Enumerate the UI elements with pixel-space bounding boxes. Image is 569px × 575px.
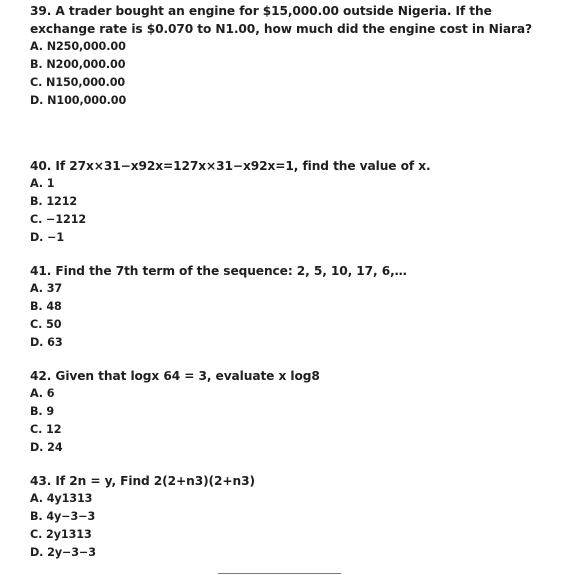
option-d: D. 63 <box>30 336 63 349</box>
option-c: C. −1212 <box>30 213 87 226</box>
question-40 <box>30 157 550 247</box>
option-c: C. 2y1313 <box>30 528 92 541</box>
option-c: C. N150,000.00 <box>30 76 126 89</box>
question-stem: 41. Find the 7th term of the sequence: 2, 5, 10, 17, 6,… <box>30 264 407 278</box>
option-b: B. 9 <box>30 405 55 418</box>
option-a: A. 1 <box>30 177 55 190</box>
option-b: B. 1212 <box>30 195 78 208</box>
question-stem: 43. If 2n = y, Find 2(2+n3)(2+n3) <box>30 474 255 488</box>
option-a: A. 4y1313 <box>30 492 93 505</box>
option-b: B. 48 <box>30 300 62 313</box>
question-stem: 39. A trader bought an engine for $15,000.00 outside Nigeria. If the exchange rate is $0.070 to N1.00, how much did the engine cost in Niara? <box>30 4 532 36</box>
option-d: D. 2y−3−3 <box>30 546 96 559</box>
page-divider <box>218 573 341 574</box>
option-c: C. 50 <box>30 318 62 331</box>
option-d: D. N100,000.00 <box>30 94 127 107</box>
option-a: A. 37 <box>30 282 63 295</box>
option-d: D. 24 <box>30 441 63 454</box>
question-41 <box>30 262 550 352</box>
option-a: A. 6 <box>30 387 55 400</box>
question-42 <box>30 367 550 457</box>
question-39 <box>30 2 550 110</box>
option-a: A. N250,000.00 <box>30 40 126 53</box>
question-43 <box>30 472 550 562</box>
option-b: B. N200,000.00 <box>30 58 126 71</box>
question-stem: 42. Given that logx 64 = 3, evaluate x log8 <box>30 369 320 383</box>
option-d: D. −1 <box>30 231 65 244</box>
option-c: C. 12 <box>30 423 62 436</box>
question-stem: 40. If 27x×31−x92x=127x×31−x92x=1, find the value of x. <box>30 159 431 173</box>
option-b: B. 4y−3−3 <box>30 510 96 523</box>
